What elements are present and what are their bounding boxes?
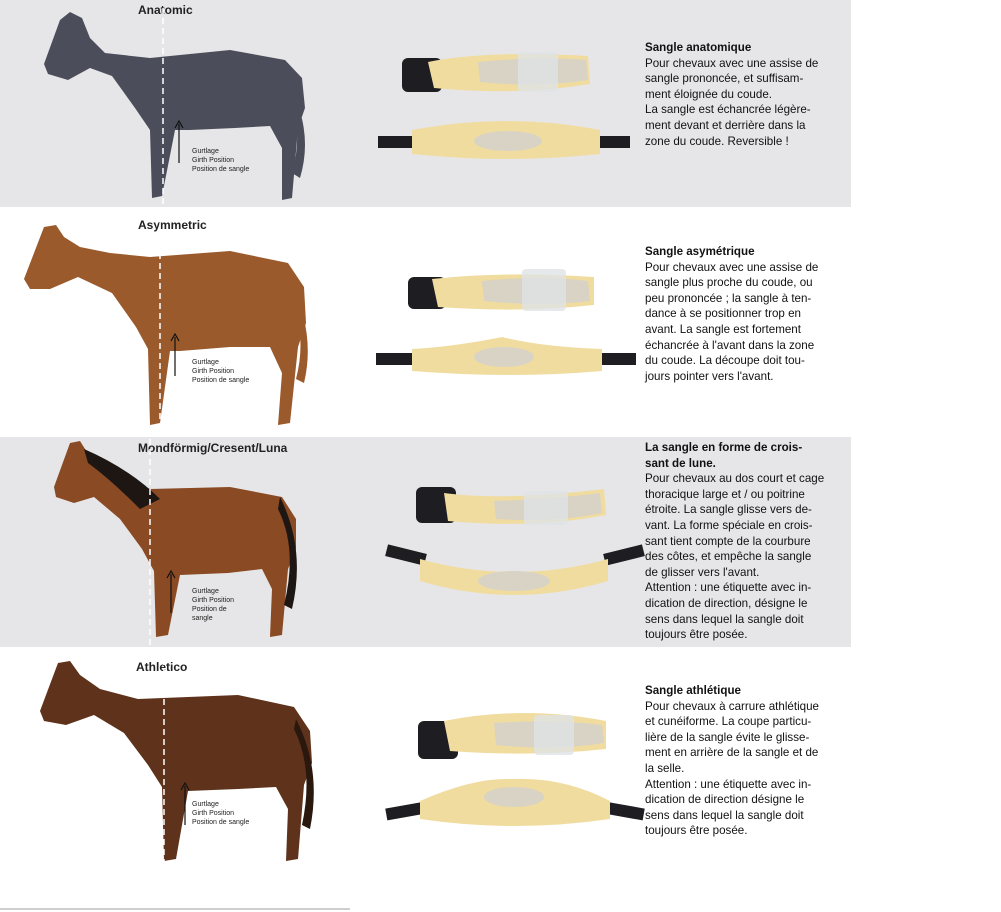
description-line: étroite. La sangle glisse vers de- xyxy=(645,503,812,517)
description-line: sangle prononcée, et suffisam- xyxy=(645,72,804,86)
description-line: dication de direction désigne le xyxy=(645,793,805,807)
description-line: dication de direction, désigne le xyxy=(645,596,808,610)
girth-products-image xyxy=(372,265,640,383)
description-line: dance à se positionner trop en xyxy=(645,307,801,321)
description-line: du coude. La découpe doit tou- xyxy=(645,354,805,368)
description-line: sant tient compte de la courbure xyxy=(645,534,811,548)
description-line: La sangle est échancrée légère- xyxy=(645,103,811,117)
description-line: ment devant et derrière dans la xyxy=(645,118,806,132)
horse-image xyxy=(50,439,310,645)
girth-products-image xyxy=(384,481,646,607)
description-line: sangle plus proche du coude, ou xyxy=(645,276,813,290)
girth-label-de: Gurtlage xyxy=(192,148,219,155)
description-title: Sangle athlétique xyxy=(645,684,741,697)
girth-label-de: Gurtlage xyxy=(192,588,219,595)
section-asymmetric xyxy=(0,207,851,437)
section-athletico xyxy=(0,647,851,907)
description-line: Pour chevaux à carrure athlétique xyxy=(645,699,820,713)
description-line: peu prononcée ; la sangle à ten- xyxy=(645,291,812,305)
description-line: et cunéiforme. La coupe particu- xyxy=(645,715,812,729)
section-title: Anatomic xyxy=(138,3,193,17)
description-line: échancrée à l'avant dans la zone xyxy=(645,338,815,352)
girth-label-fr: Position de sangle xyxy=(192,377,250,384)
girth-label-en: Girth Position xyxy=(192,157,235,164)
description-asymmetric xyxy=(645,244,843,384)
girth-arrow-icon xyxy=(166,570,176,614)
section-crescent xyxy=(0,437,851,647)
girth-label-fr: Position de sangle xyxy=(192,166,250,173)
girth-label-fr-2: sangle xyxy=(192,615,213,622)
section-anatomic xyxy=(0,0,851,207)
girth-label-en: Girth Position xyxy=(192,810,235,817)
description-line: la selle. xyxy=(645,761,685,775)
section-title: Asymmetric xyxy=(138,218,207,232)
girth-products-image xyxy=(368,46,638,164)
girth-arrow-icon xyxy=(174,120,184,164)
girth-label-en: Girth Position xyxy=(192,368,235,375)
description-line: de glisser vers l'avant. xyxy=(645,565,760,579)
description-line: vant. La forme spéciale en crois- xyxy=(645,518,813,532)
girth-arrow-icon xyxy=(180,782,190,826)
description-line: toujours être posée. xyxy=(645,628,748,642)
section-title: Athletico xyxy=(136,660,188,674)
description-title: Sangle asymétrique xyxy=(645,245,755,258)
girth-arrow-icon xyxy=(170,333,180,377)
description-title-line: sant de lune. xyxy=(645,456,716,470)
description-title xyxy=(645,440,843,471)
description-title-line: La sangle en forme de crois- xyxy=(645,441,803,454)
description-title: Sangle anatomique xyxy=(645,41,752,54)
description-line: ment en arrière de la sangle et de xyxy=(645,746,819,760)
section-title: Mondförmig/Cresent/Luna xyxy=(138,441,288,455)
horse-image xyxy=(38,659,322,869)
horse-image xyxy=(30,8,320,206)
description-line: lière de la sangle évite le glisse- xyxy=(645,730,810,744)
girth-position-label xyxy=(192,800,249,827)
description-line: Pour chevaux au dos court et cage xyxy=(645,472,825,486)
bottom-rule xyxy=(0,908,350,910)
description-line: Attention : une étiquette avec in- xyxy=(645,777,812,791)
description-line: ment éloignée du coude. xyxy=(645,87,772,101)
girth-products-image xyxy=(384,707,646,827)
description-line: sens dans lequel la sangle doit xyxy=(645,612,804,626)
description-line: Pour chevaux avec une assise de xyxy=(645,260,819,274)
description-line: Attention : une étiquette avec in- xyxy=(645,581,812,595)
description-line: zone du coude. Reversible ! xyxy=(645,134,789,148)
horse-image xyxy=(20,223,316,433)
girth-label-de: Gurtlage xyxy=(192,801,219,808)
description-line: jours pointer vers l'avant. xyxy=(645,369,774,383)
description-line: des côtes, et empêche la sangle xyxy=(645,550,812,564)
description-anatomic xyxy=(645,40,843,149)
girth-position-label xyxy=(192,147,249,174)
girth-label-de: Gurtlage xyxy=(192,359,219,366)
description-line: avant. La sangle est fortement xyxy=(645,322,801,336)
description-line: toujours être posée. xyxy=(645,824,748,838)
description-crescent xyxy=(645,440,843,643)
girth-position-label xyxy=(192,358,249,385)
girth-label-en: Girth Position xyxy=(192,597,235,604)
description-athletico xyxy=(645,683,843,839)
description-line: Pour chevaux avec une assise de xyxy=(645,56,819,70)
girth-position-label xyxy=(192,587,234,623)
girth-label-fr: Position de sangle xyxy=(192,819,250,826)
description-line: sens dans lequel la sangle doit xyxy=(645,808,804,822)
girth-label-fr: Position de xyxy=(192,606,227,613)
description-line: thoracique large et / ou poitrine xyxy=(645,487,805,501)
